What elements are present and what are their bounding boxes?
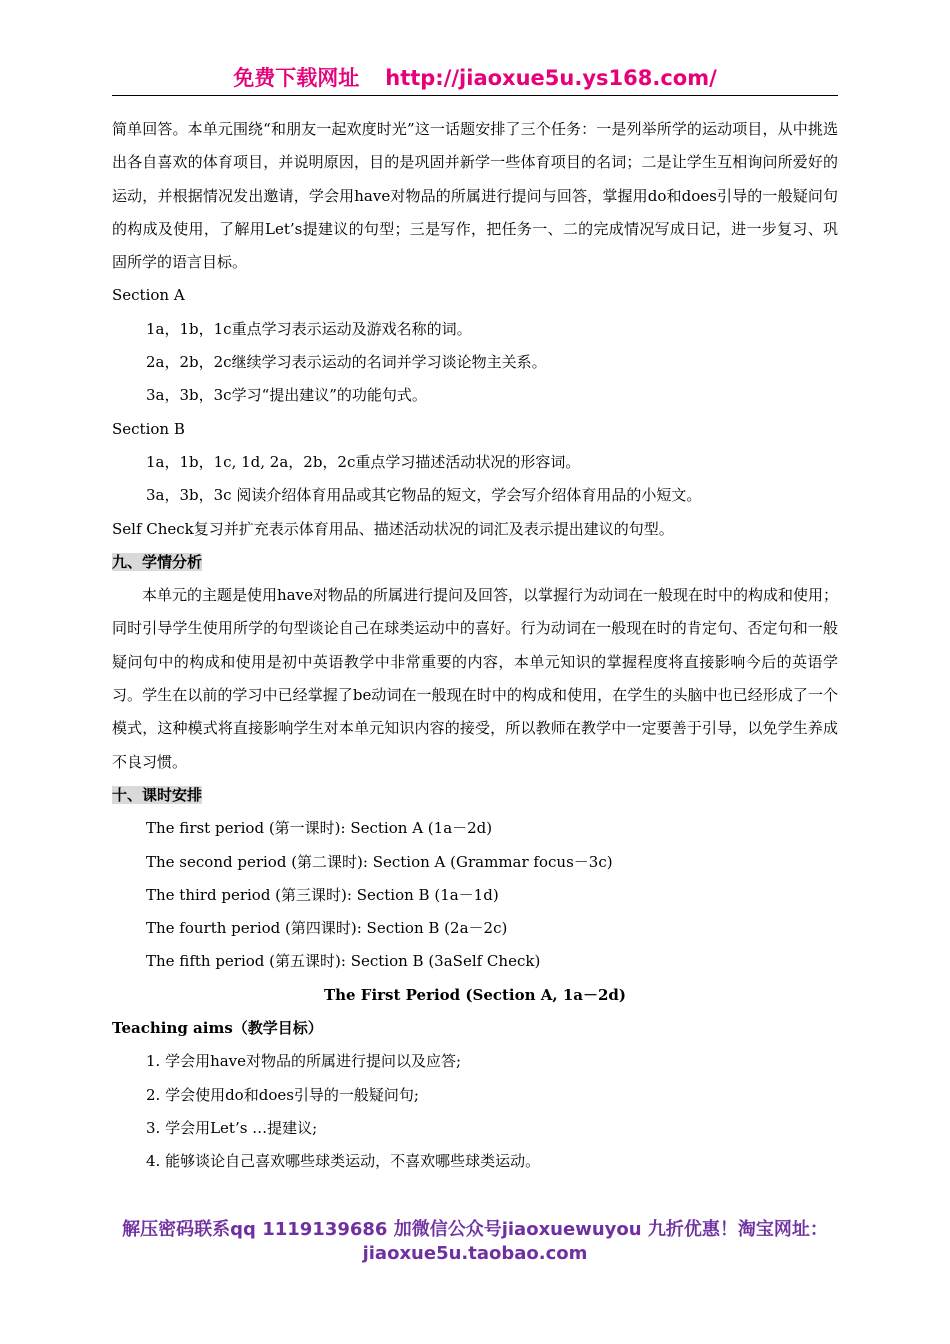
analysis-heading: 九、学情分析	[112, 552, 203, 571]
teaching-aim-item: 3. 学会用Let’s …提建议;	[146, 1118, 318, 1137]
header-divider	[112, 95, 838, 96]
section-b-item: 3a，3b，3c 阅读介绍体育用品或其它物品的短文，学会写介绍体育用品的小短文。	[146, 486, 702, 505]
schedule-item: The third period (第三课时): Section B (1a－1d)	[146, 885, 499, 904]
schedule-item: The fifth period (第五课时): Section B (3aSelf Check)	[146, 952, 541, 971]
promo-footer: 解压密码联系qq 1119139686 加微信公众号jiaoxuewuyou 九折优惠！淘宝网址：jiaoxue5u.taobao.com	[122, 1219, 828, 1264]
section-b-heading: Section B	[112, 419, 185, 438]
self-check-label: Self Check	[112, 519, 194, 538]
teaching-aim-item: 4. 能够谈论自己喜欢哪些球类运动，不喜欢哪些球类运动。	[146, 1152, 541, 1171]
download-site-header[interactable]	[112, 62, 838, 92]
teaching-aim-item: 2. 学会使用do和does引导的一般疑问句;	[146, 1085, 419, 1104]
section-b-item: 1a，1b，1c, 1d, 2a，2b，2c重点学习描述活动状况的形容词。	[146, 452, 581, 471]
schedule-item: The fourth period (第四课时): Section B (2a－2c)	[146, 919, 508, 938]
teaching-aim-item: 1. 学会用have对物品的所属进行提问以及应答;	[146, 1052, 462, 1071]
section-a-item: 3a，3b，3c学习“提出建议”的功能句式。	[146, 386, 427, 405]
first-period-title: The First Period (Section A, 1a－2d)	[323, 985, 627, 1004]
site-name: 免费下载网址	[233, 66, 360, 90]
teaching-aims-heading: Teaching aims（教学目标）	[112, 1019, 323, 1038]
schedule-item: The second period (第二课时): Section A (Grammar focus－3c)	[146, 852, 613, 871]
analysis-heading-row	[112, 546, 838, 579]
analysis-paragraph: 本单元的主题是使用have对物品的所属进行提问及回答，以掌握行为动词在一般现在时中的构成和使用；同时引导学生使用所学的句型谈论自己在球类运动中的喜好。行为动词在一般现在时的肯定句、否定句和一般疑问句中的构成和使用是初中英语教学中非常重要的内容，本单元知识的掌握程度将直接影响今后的英语学习。学生在以前的学习中已经掌握了be动词在一般现在时中的构成和使用，在学生的头脑中也已经形成了一个模式，这种模式将直接影响学生对本单元知识内容的接受，所以教师在教学中一定要善于引导，以免学生养成不良习惯。	[112, 586, 838, 771]
self-check-text: 复习并扩充表示体育用品、描述活动状况的词汇及表示提出建议的句型。	[193, 519, 674, 538]
section-a-item: 2a，2b，2c继续学习表示运动的名词并学习谈论物主关系。	[146, 353, 547, 372]
schedule-heading: 十、课时安排	[112, 785, 203, 804]
section-a-item: 1a，1b，1c重点学习表示运动及游戏名称的词。	[146, 319, 472, 338]
intro-paragraph: 简单回答。本单元围绕“和朋友一起欢度时光”这一话题安排了三个任务：一是列举所学的运动项目，从中挑选出各自喜欢的体育项目，并说明原因，目的是巩固并新学一些体育项目的名词；二是让学生互相询问所爱好的运动，并根据情况发出邀请，学会用have对物品的所属进行提问与回答，掌握用do和does引导的一般疑问句的构成及使用，了解用Let’s提建议的句型；三是写作，把任务一、二的完成情况写成日记，进一步复习、巩固所学的语言目标。	[112, 120, 838, 272]
section-a-heading: Section A	[112, 286, 185, 305]
site-url-link[interactable]: http://jiaoxue5u.ys168.com/	[385, 66, 717, 90]
schedule-heading-row	[112, 779, 838, 812]
self-check-line	[112, 513, 838, 546]
schedule-item: The first period (第一课时): Section A (1a－2d)	[146, 819, 493, 838]
document-body	[112, 113, 838, 1179]
